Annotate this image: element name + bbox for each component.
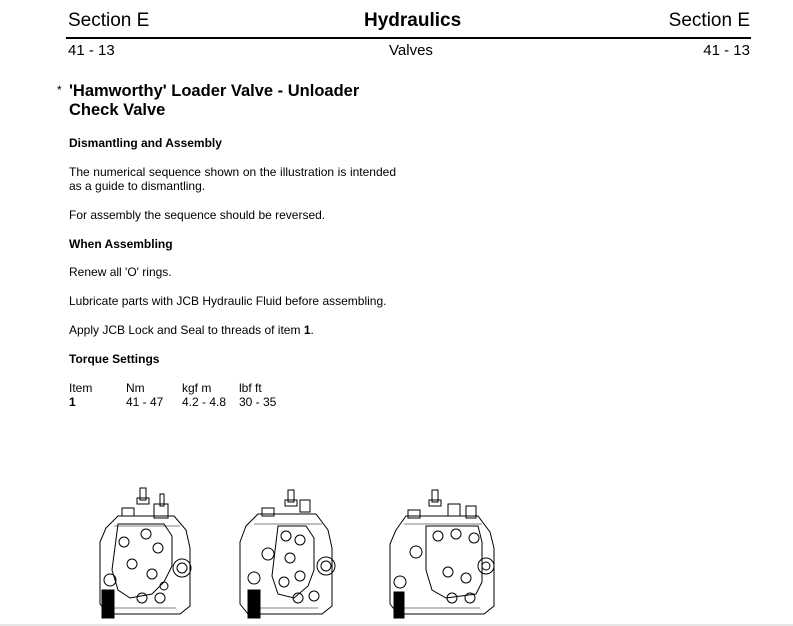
renew-paragraph: Renew all 'O' rings. xyxy=(69,265,172,279)
section-title xyxy=(69,82,359,120)
torque-header-item: Item xyxy=(69,381,93,395)
torque-header-kgfm: kgf m xyxy=(182,381,212,395)
page-number-right: 41 - 13 xyxy=(703,42,750,59)
revision-asterisk: * xyxy=(57,83,62,97)
page-subtitle: Valves xyxy=(389,42,433,59)
apply-item: 1 xyxy=(303,323,311,337)
apply-end: . xyxy=(310,323,314,337)
torque-header-lbfft: lbf ft xyxy=(239,381,262,395)
assembly-paragraph: For assembly the sequence should be reversed. xyxy=(69,208,326,222)
valve-illustration-3 xyxy=(382,486,502,626)
section-title-line1: 'Hamworthy' Loader Valve - Unloader xyxy=(69,82,360,100)
dismantling-heading: Dismantling and Assembly xyxy=(69,136,222,150)
lubricate-paragraph: Lubricate parts with JCB Hydraulic Fluid before assembling. xyxy=(69,294,387,308)
section-label-right: Section E xyxy=(668,10,750,31)
torque-cell-kgfm: 4.2 - 4.8 xyxy=(182,395,227,409)
torque-cell-lbfft: 30 - 35 xyxy=(239,395,277,409)
section-title-line2: Check Valve xyxy=(69,101,166,119)
page-number-left: 41 - 13 xyxy=(68,42,115,59)
when-assembling-heading: When Assembling xyxy=(69,237,173,251)
header-rule xyxy=(66,37,751,39)
valve-illustration-2 xyxy=(234,486,344,626)
page-title: Hydraulics xyxy=(364,10,462,31)
torque-cell-item: 1 xyxy=(69,395,76,409)
apply-text: Apply JCB Lock and Seal to threads of item xyxy=(69,323,301,337)
torque-header-nm: Nm xyxy=(126,381,145,395)
section-label-left: Section E xyxy=(68,10,150,31)
torque-cell-nm: 41 - 47 xyxy=(126,395,164,409)
apply-paragraph xyxy=(69,323,314,337)
valve-illustration-1 xyxy=(94,486,204,626)
torque-heading: Torque Settings xyxy=(69,352,160,366)
dismantling-paragraph: The numerical sequence shown on the illustration is intended as a guide to dismantling. xyxy=(69,165,396,193)
